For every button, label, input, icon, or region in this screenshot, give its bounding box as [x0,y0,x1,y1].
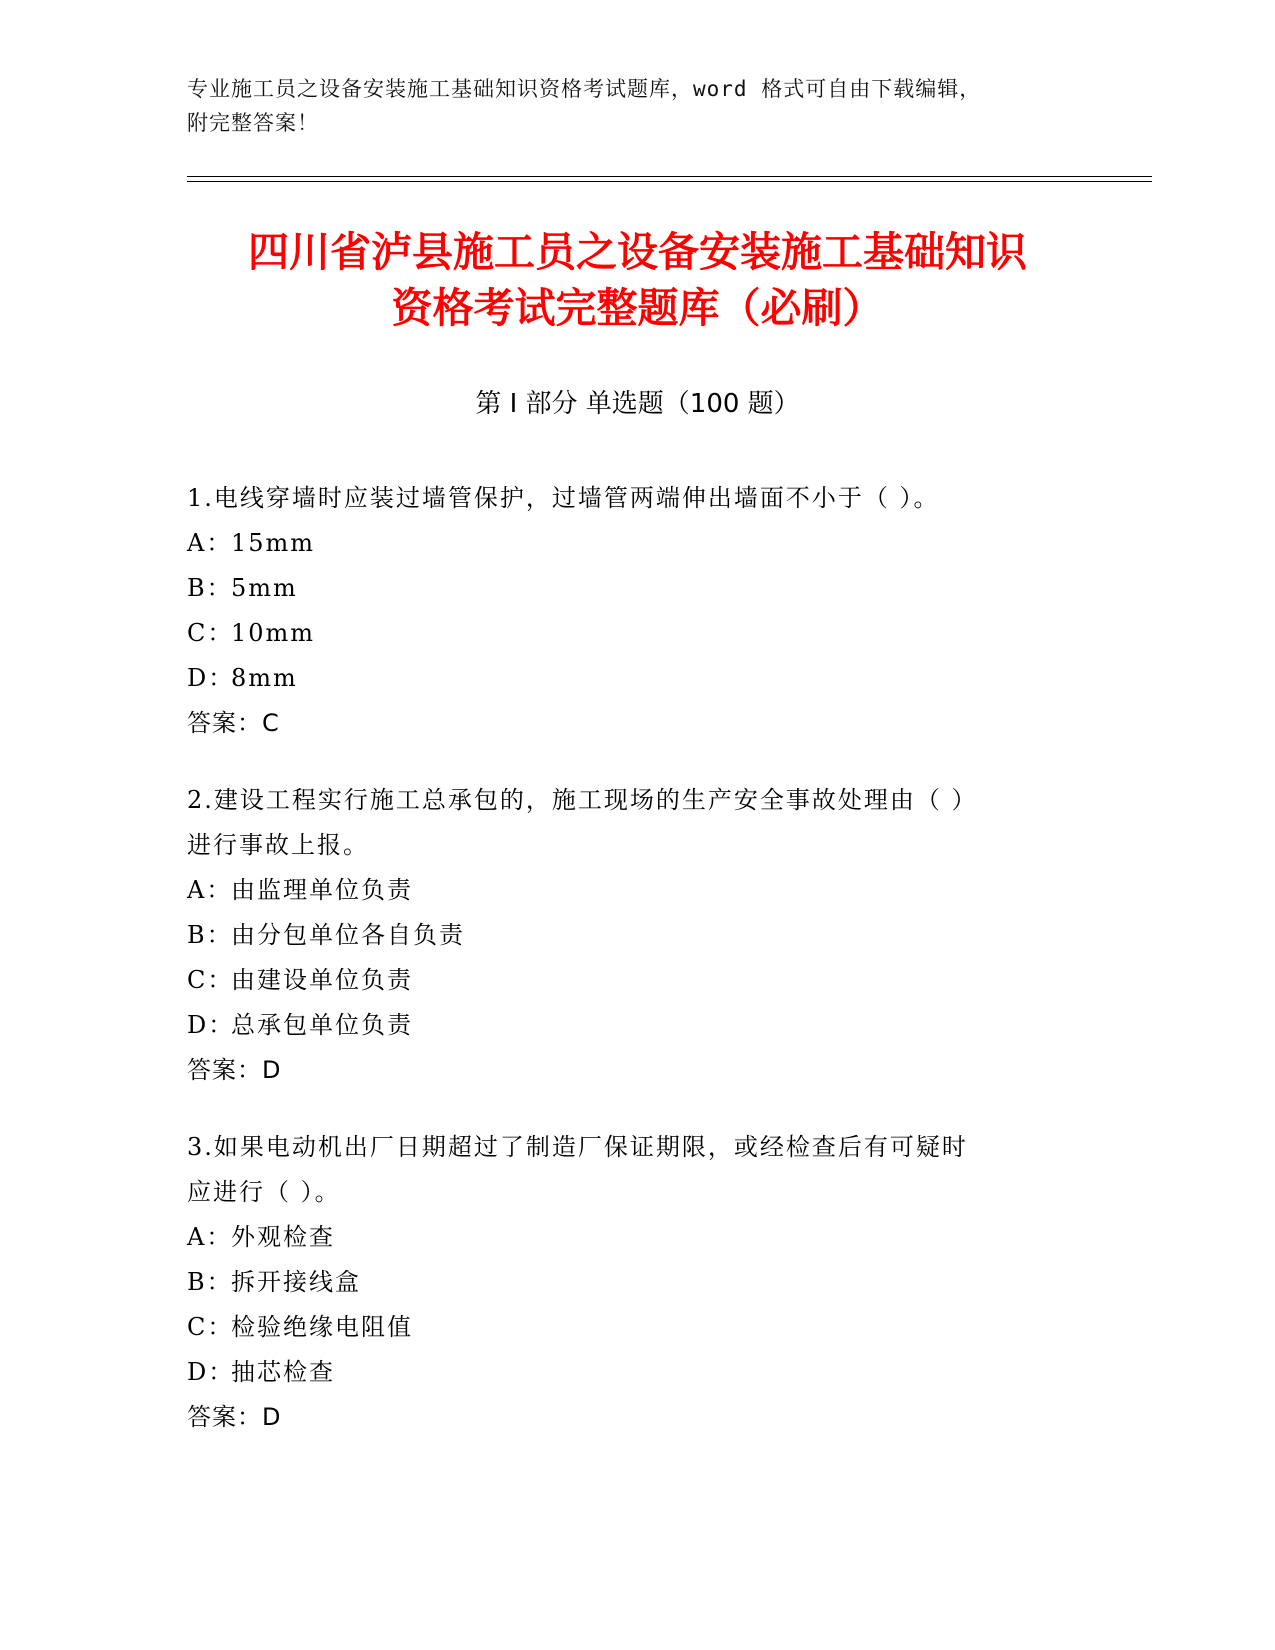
option-letter: A： [187,876,233,904]
question-stem: 3.如果电动机出厂日期超过了制造厂保证期限，或经检查后有可疑时 [187,1133,968,1161]
option-a [187,868,1087,913]
option-b [187,1260,1087,1305]
header-note-line-1: 专业施工员之设备安装施工基础知识资格考试题库，word 格式可自由下载编辑， [187,77,982,101]
option-letter: C： [187,966,234,994]
document-title-line-1: 四川省泸县施工员之设备安装施工基础知识 [248,228,1027,276]
answer: 答案：C [187,709,280,737]
option-c [187,611,1087,656]
option-text: 拆开接线盒 [231,1268,361,1296]
option-letter: B： [187,921,233,949]
header-note-line-2: 附完整答案！ [187,111,319,135]
question-stem-continued: 应进行（ ）。 [187,1178,341,1206]
option-text: 检验绝缘电阻值 [231,1313,413,1341]
option-d [187,1350,1087,1395]
option-letter: A： [187,1223,233,1251]
option-b [187,566,1087,611]
option-text: 15mm [231,529,316,557]
option-text: 8mm [231,664,298,692]
option-letter: D： [187,1011,235,1039]
option-letter: A： [187,529,233,557]
option-text: 由分包单位各自负责 [231,921,465,949]
option-d [187,656,1087,701]
header-note [187,72,1077,140]
question-stem: 1.电线穿墙时应装过墙管保护，过墙管两端伸出墙面不小于（ ）。 [187,484,940,512]
answer: 答案：D [187,1403,282,1431]
option-letter: B： [187,1268,233,1296]
question-list [187,476,1087,1472]
option-text: 由建设单位负责 [231,966,413,994]
option-letter: D： [187,1358,235,1386]
option-d [187,1003,1087,1048]
option-text: 10mm [231,619,316,647]
document-title [150,224,1125,336]
option-text: 由监理单位负责 [231,876,413,904]
option-a [187,521,1087,566]
question-2 [187,778,1087,1093]
question-stem-continued: 进行事故上报。 [187,831,369,859]
option-b [187,913,1087,958]
answer: 答案：D [187,1056,282,1084]
option-a [187,1215,1087,1260]
option-letter: B： [187,574,233,602]
question-3 [187,1125,1087,1440]
option-text: 总承包单位负责 [231,1011,413,1039]
option-text: 抽芯检查 [231,1358,335,1386]
header-divider-top [187,176,1152,177]
option-text: 5mm [231,574,298,602]
option-c [187,1305,1087,1350]
option-c [187,958,1087,1003]
option-letter: C： [187,1313,234,1341]
option-letter: D： [187,664,235,692]
document-title-line-2: 资格考试完整题库（必刷） [391,284,884,332]
question-1 [187,476,1087,746]
option-text: 外观检查 [231,1223,335,1251]
header-divider-bottom [187,181,1152,182]
section-heading: 第 I 部分 单选题（100 题） [475,389,800,419]
option-letter: C： [187,619,234,647]
question-stem: 2.建设工程实行施工总承包的，施工现场的生产安全事故处理由（ ） [187,786,978,814]
